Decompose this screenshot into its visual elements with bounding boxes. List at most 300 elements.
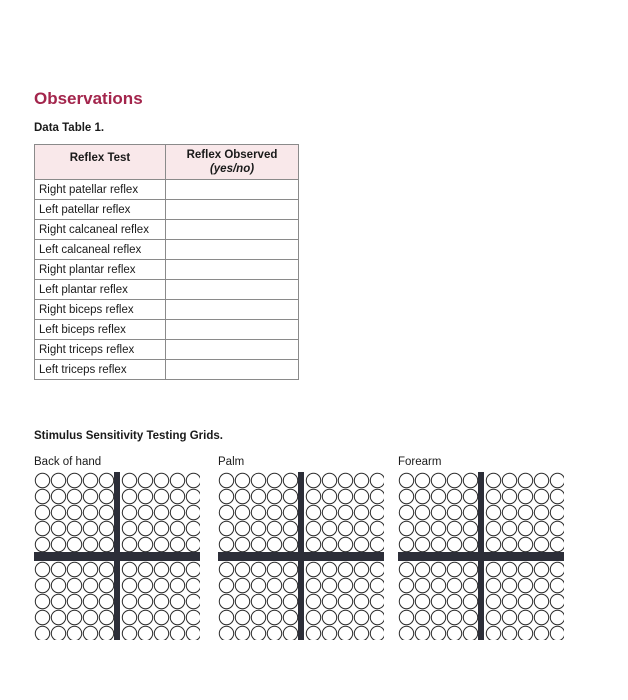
- test-point-circle: [463, 537, 477, 551]
- test-point-circle: [170, 473, 184, 487]
- test-point-circle: [415, 505, 429, 519]
- table-header-row: [35, 145, 299, 180]
- test-point-circle: [306, 521, 320, 535]
- test-point-circle: [399, 626, 413, 640]
- test-point-circle: [415, 578, 429, 592]
- test-point-circle: [138, 594, 152, 608]
- test-point-circle: [251, 578, 265, 592]
- test-point-circle: [35, 610, 49, 624]
- test-point-circle: [267, 537, 281, 551]
- test-point-circle: [322, 521, 336, 535]
- reflex-observed-cell[interactable]: [166, 260, 299, 280]
- test-point-circle: [83, 610, 97, 624]
- test-point-circle: [251, 626, 265, 640]
- test-point-circle: [235, 537, 249, 551]
- test-point-circle: [534, 562, 548, 576]
- test-point-circle: [447, 537, 461, 551]
- test-point-circle: [550, 473, 564, 487]
- test-point-circle: [431, 521, 445, 535]
- test-point-circle: [186, 521, 200, 535]
- test-point-circle: [267, 521, 281, 535]
- test-point-circle: [486, 537, 500, 551]
- test-point-circle: [463, 473, 477, 487]
- test-point-circle: [415, 473, 429, 487]
- table-row: [35, 360, 299, 380]
- test-point-circle: [306, 610, 320, 624]
- test-point-circle: [550, 537, 564, 551]
- test-point-circle: [370, 473, 384, 487]
- reflex-test-cell: Left triceps reflex: [35, 360, 166, 380]
- test-point-circle: [338, 594, 352, 608]
- test-point-circle: [518, 594, 532, 608]
- grid-palm: [218, 472, 384, 640]
- test-point-circle: [35, 473, 49, 487]
- test-point-circle: [502, 489, 516, 503]
- test-point-circle: [283, 626, 297, 640]
- test-point-circle: [399, 473, 413, 487]
- test-point-circle: [138, 562, 152, 576]
- test-point-circle: [354, 610, 368, 624]
- test-point-circle: [502, 610, 516, 624]
- test-point-circle: [486, 610, 500, 624]
- test-point-circle: [219, 578, 233, 592]
- test-point-circle: [306, 578, 320, 592]
- test-point-circle: [518, 505, 532, 519]
- test-point-circle: [99, 626, 113, 640]
- test-point-circle: [447, 610, 461, 624]
- test-point-circle: [518, 537, 532, 551]
- test-point-circle: [283, 473, 297, 487]
- test-point-circle: [219, 562, 233, 576]
- test-point-circle: [399, 537, 413, 551]
- reflex-data-table: [34, 144, 299, 380]
- test-point-circle: [122, 626, 136, 640]
- test-point-circle: [67, 489, 81, 503]
- test-point-circle: [463, 489, 477, 503]
- header-yes-no-hint: (yes/no): [209, 163, 255, 175]
- test-point-circle: [154, 562, 168, 576]
- test-point-circle: [51, 626, 65, 640]
- test-point-circle: [154, 521, 168, 535]
- grid-back-of-hand: [34, 472, 200, 640]
- test-point-circle: [138, 473, 152, 487]
- test-point-circle: [306, 489, 320, 503]
- test-point-circle: [35, 489, 49, 503]
- grid-label-back-of-hand: Back of hand: [34, 456, 102, 468]
- test-point-circle: [138, 489, 152, 503]
- test-point-circle: [283, 505, 297, 519]
- test-point-circle: [354, 578, 368, 592]
- test-point-circle: [186, 473, 200, 487]
- grid-label-forearm: Forearm: [398, 456, 442, 468]
- test-point-circle: [235, 626, 249, 640]
- test-point-circle: [354, 626, 368, 640]
- test-point-circle: [170, 521, 184, 535]
- test-point-circle: [267, 626, 281, 640]
- test-point-circle: [51, 521, 65, 535]
- reflex-observed-cell[interactable]: [166, 200, 299, 220]
- test-point-circle: [322, 562, 336, 576]
- test-point-circle: [99, 578, 113, 592]
- test-point-circle: [83, 521, 97, 535]
- test-point-circle: [486, 626, 500, 640]
- test-point-circle: [415, 521, 429, 535]
- test-point-circle: [431, 473, 445, 487]
- test-point-circle: [447, 505, 461, 519]
- test-point-circle: [283, 562, 297, 576]
- test-point-circle: [67, 521, 81, 535]
- test-point-circle: [338, 626, 352, 640]
- test-point-circle: [415, 537, 429, 551]
- section-title: Observations: [34, 89, 143, 108]
- reflex-observed-cell[interactable]: [166, 320, 299, 340]
- test-point-circle: [534, 473, 548, 487]
- test-point-circle: [186, 626, 200, 640]
- test-point-circle: [431, 537, 445, 551]
- test-point-circle: [283, 521, 297, 535]
- test-point-circle: [251, 562, 265, 576]
- test-point-circle: [534, 578, 548, 592]
- test-point-circle: [354, 537, 368, 551]
- test-point-circle: [306, 626, 320, 640]
- test-point-circle: [447, 626, 461, 640]
- test-point-circle: [486, 473, 500, 487]
- test-point-circle: [99, 505, 113, 519]
- test-point-circle: [399, 505, 413, 519]
- reflex-test-cell: Right biceps reflex: [35, 300, 166, 320]
- test-point-circle: [463, 626, 477, 640]
- test-point-circle: [51, 489, 65, 503]
- reflex-test-cell: Left patellar reflex: [35, 200, 166, 220]
- test-point-circle: [463, 610, 477, 624]
- test-point-circle: [415, 594, 429, 608]
- test-point-circle: [235, 594, 249, 608]
- test-point-circle: [67, 610, 81, 624]
- test-point-circle: [170, 537, 184, 551]
- test-point-circle: [486, 521, 500, 535]
- test-point-circle: [447, 594, 461, 608]
- test-point-circle: [138, 626, 152, 640]
- table-row: [35, 300, 299, 320]
- test-point-circle: [67, 562, 81, 576]
- reflex-observed-cell[interactable]: [166, 300, 299, 320]
- test-point-circle: [170, 610, 184, 624]
- table-row: [35, 340, 299, 360]
- test-point-circle: [370, 489, 384, 503]
- test-point-circle: [463, 562, 477, 576]
- reflex-observed-cell[interactable]: [166, 360, 299, 380]
- test-point-circle: [534, 626, 548, 640]
- test-point-circle: [51, 537, 65, 551]
- test-point-circle: [306, 473, 320, 487]
- grid-horizontal-divider: [218, 552, 384, 561]
- test-point-circle: [122, 594, 136, 608]
- test-point-circle: [283, 594, 297, 608]
- test-point-circle: [67, 578, 81, 592]
- test-point-circle: [550, 489, 564, 503]
- reflex-test-cell: Left biceps reflex: [35, 320, 166, 340]
- test-point-circle: [502, 626, 516, 640]
- test-point-circle: [399, 562, 413, 576]
- test-point-circle: [186, 489, 200, 503]
- test-point-circle: [186, 505, 200, 519]
- test-point-circle: [154, 610, 168, 624]
- test-point-circle: [518, 610, 532, 624]
- test-point-circle: [399, 610, 413, 624]
- header-reflex-test: Reflex Test: [35, 145, 166, 180]
- test-point-circle: [219, 473, 233, 487]
- test-point-circle: [447, 473, 461, 487]
- test-point-circle: [67, 537, 81, 551]
- test-point-circle: [550, 610, 564, 624]
- test-point-circle: [502, 578, 516, 592]
- header-reflex-observed: [166, 145, 299, 180]
- test-point-circle: [186, 578, 200, 592]
- test-point-circle: [51, 473, 65, 487]
- test-point-circle: [354, 489, 368, 503]
- test-point-circle: [283, 537, 297, 551]
- test-point-circle: [122, 537, 136, 551]
- test-point-circle: [154, 594, 168, 608]
- test-point-circle: [399, 521, 413, 535]
- reflex-test-cell: Left plantar reflex: [35, 280, 166, 300]
- test-point-circle: [219, 626, 233, 640]
- reflex-observed-cell[interactable]: [166, 180, 299, 200]
- test-point-circle: [67, 594, 81, 608]
- test-point-circle: [322, 489, 336, 503]
- reflex-observed-cell[interactable]: [166, 220, 299, 240]
- test-point-circle: [51, 562, 65, 576]
- test-point-circle: [154, 505, 168, 519]
- test-point-circle: [251, 537, 265, 551]
- test-point-circle: [267, 562, 281, 576]
- test-point-circle: [51, 594, 65, 608]
- table-row: [35, 200, 299, 220]
- test-point-circle: [486, 594, 500, 608]
- test-point-circle: [267, 473, 281, 487]
- reflex-observed-cell[interactable]: [166, 240, 299, 260]
- table-row: [35, 180, 299, 200]
- test-point-circle: [550, 562, 564, 576]
- test-point-circle: [251, 594, 265, 608]
- test-point-circle: [122, 473, 136, 487]
- test-point-circle: [431, 578, 445, 592]
- test-point-circle: [354, 562, 368, 576]
- test-point-circle: [354, 505, 368, 519]
- test-point-circle: [251, 505, 265, 519]
- test-point-circle: [99, 562, 113, 576]
- test-point-circle: [534, 489, 548, 503]
- test-point-circle: [154, 489, 168, 503]
- table-row: [35, 220, 299, 240]
- test-point-circle: [122, 521, 136, 535]
- test-point-circle: [447, 578, 461, 592]
- test-point-circle: [122, 562, 136, 576]
- test-point-circle: [463, 594, 477, 608]
- test-point-circle: [322, 537, 336, 551]
- test-point-circle: [338, 610, 352, 624]
- test-point-circle: [550, 594, 564, 608]
- test-point-circle: [83, 626, 97, 640]
- test-point-circle: [170, 505, 184, 519]
- reflex-test-cell: Left calcaneal reflex: [35, 240, 166, 260]
- test-point-circle: [431, 562, 445, 576]
- test-point-circle: [235, 578, 249, 592]
- test-point-circle: [518, 521, 532, 535]
- reflex-observed-cell[interactable]: [166, 280, 299, 300]
- test-point-circle: [306, 562, 320, 576]
- test-point-circle: [447, 521, 461, 535]
- test-point-circle: [235, 473, 249, 487]
- test-point-circle: [550, 578, 564, 592]
- test-point-circle: [99, 489, 113, 503]
- test-point-circle: [67, 505, 81, 519]
- test-point-circle: [251, 521, 265, 535]
- test-point-circle: [399, 578, 413, 592]
- test-point-circle: [170, 626, 184, 640]
- test-point-circle: [83, 578, 97, 592]
- test-point-circle: [35, 537, 49, 551]
- test-point-circle: [463, 521, 477, 535]
- test-point-circle: [338, 521, 352, 535]
- test-point-circle: [219, 505, 233, 519]
- test-point-circle: [219, 594, 233, 608]
- test-point-circle: [431, 610, 445, 624]
- grid-horizontal-divider: [398, 552, 564, 561]
- test-point-circle: [235, 521, 249, 535]
- test-point-circle: [138, 610, 152, 624]
- test-point-circle: [415, 610, 429, 624]
- table-row: [35, 320, 299, 340]
- test-point-circle: [51, 578, 65, 592]
- test-point-circle: [338, 473, 352, 487]
- test-point-circle: [83, 537, 97, 551]
- test-point-circle: [534, 537, 548, 551]
- test-point-circle: [83, 562, 97, 576]
- table-row: [35, 240, 299, 260]
- test-point-circle: [338, 562, 352, 576]
- test-point-circle: [138, 578, 152, 592]
- test-point-circle: [35, 594, 49, 608]
- test-point-circle: [154, 578, 168, 592]
- reflex-test-cell: Right plantar reflex: [35, 260, 166, 280]
- test-point-circle: [322, 594, 336, 608]
- test-point-circle: [415, 562, 429, 576]
- test-point-circle: [486, 562, 500, 576]
- test-point-circle: [431, 626, 445, 640]
- test-point-circle: [99, 537, 113, 551]
- test-point-circle: [518, 489, 532, 503]
- test-point-circle: [267, 489, 281, 503]
- test-point-circle: [99, 521, 113, 535]
- test-point-circle: [370, 610, 384, 624]
- test-point-circle: [486, 505, 500, 519]
- test-point-circle: [399, 489, 413, 503]
- test-point-circle: [186, 562, 200, 576]
- test-point-circle: [154, 473, 168, 487]
- test-point-circle: [170, 489, 184, 503]
- test-point-circle: [35, 626, 49, 640]
- test-point-circle: [154, 537, 168, 551]
- reflex-test-cell: Right patellar reflex: [35, 180, 166, 200]
- reflex-test-cell: Right triceps reflex: [35, 340, 166, 360]
- test-point-circle: [67, 473, 81, 487]
- test-point-circle: [186, 594, 200, 608]
- test-point-circle: [502, 505, 516, 519]
- test-point-circle: [370, 505, 384, 519]
- test-point-circle: [122, 505, 136, 519]
- test-point-circle: [306, 505, 320, 519]
- test-point-circle: [322, 578, 336, 592]
- test-point-circle: [502, 473, 516, 487]
- test-point-circle: [518, 562, 532, 576]
- test-point-circle: [251, 473, 265, 487]
- grid-forearm: [398, 472, 564, 640]
- test-point-circle: [219, 489, 233, 503]
- test-point-circle: [186, 537, 200, 551]
- reflex-test-cell: Right calcaneal reflex: [35, 220, 166, 240]
- test-point-circle: [447, 562, 461, 576]
- test-point-circle: [502, 521, 516, 535]
- test-point-circle: [170, 578, 184, 592]
- test-point-circle: [235, 505, 249, 519]
- test-point-circle: [370, 626, 384, 640]
- test-point-circle: [463, 505, 477, 519]
- test-point-circle: [518, 473, 532, 487]
- header-reflex-observed-label: Reflex Observed: [186, 149, 278, 161]
- test-point-circle: [138, 537, 152, 551]
- test-point-circle: [431, 594, 445, 608]
- test-point-circle: [534, 505, 548, 519]
- test-point-circle: [251, 489, 265, 503]
- test-point-circle: [122, 578, 136, 592]
- test-point-circle: [283, 610, 297, 624]
- test-point-circle: [338, 505, 352, 519]
- test-point-circle: [83, 473, 97, 487]
- test-point-circle: [431, 489, 445, 503]
- test-point-circle: [354, 521, 368, 535]
- test-point-circle: [502, 594, 516, 608]
- test-point-circle: [486, 489, 500, 503]
- test-point-circle: [370, 562, 384, 576]
- test-point-circle: [283, 578, 297, 592]
- test-point-circle: [267, 578, 281, 592]
- test-point-circle: [370, 578, 384, 592]
- test-point-circle: [154, 626, 168, 640]
- test-point-circle: [186, 610, 200, 624]
- test-point-circle: [251, 610, 265, 624]
- test-point-circle: [99, 473, 113, 487]
- test-point-circle: [122, 610, 136, 624]
- test-point-circle: [550, 505, 564, 519]
- test-point-circle: [399, 594, 413, 608]
- test-point-circle: [219, 537, 233, 551]
- table-row: [35, 280, 299, 300]
- test-point-circle: [518, 578, 532, 592]
- test-point-circle: [322, 626, 336, 640]
- test-point-circle: [51, 505, 65, 519]
- table-caption: Data Table 1.: [34, 122, 105, 134]
- grid-horizontal-divider: [34, 552, 200, 561]
- reflex-observed-cell[interactable]: [166, 340, 299, 360]
- grids-title: Stimulus Sensitivity Testing Grids.: [34, 430, 223, 442]
- test-point-circle: [534, 610, 548, 624]
- test-point-circle: [550, 626, 564, 640]
- test-point-circle: [415, 489, 429, 503]
- test-point-circle: [235, 610, 249, 624]
- test-point-circle: [35, 521, 49, 535]
- test-point-circle: [235, 562, 249, 576]
